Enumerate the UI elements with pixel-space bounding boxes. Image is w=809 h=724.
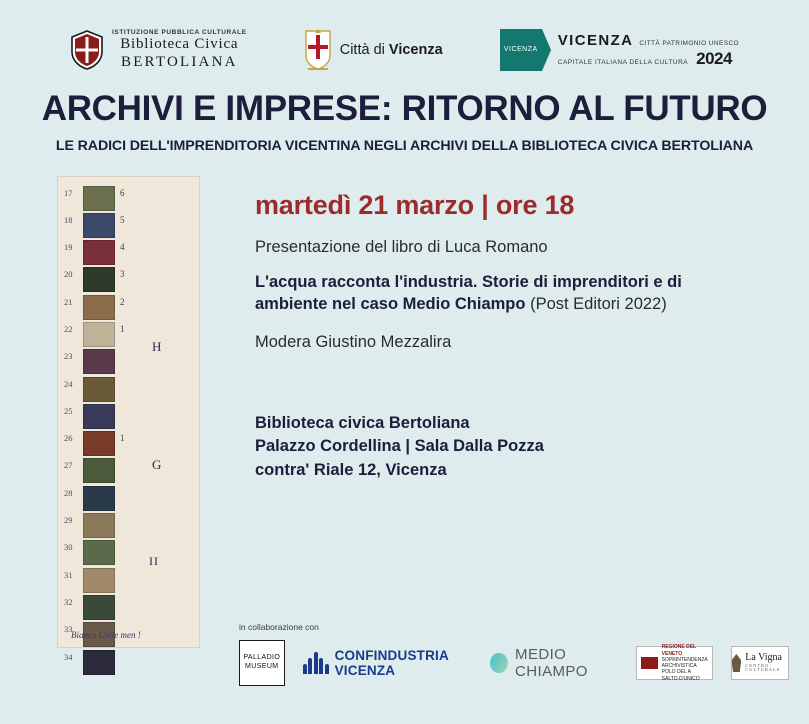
vicenza-coat-of-arms-icon xyxy=(304,29,332,71)
capitale-subtitle: CAPITALE ITALIANA DELLA CULTURA xyxy=(557,58,689,66)
partner-row xyxy=(239,640,789,686)
bertoliana-line1: ISTITUZIONE PUBBLICA CULTURALE xyxy=(112,29,247,37)
sample-right-number xyxy=(120,488,134,515)
sample-right-number: 6 xyxy=(120,187,125,198)
event-date: martedì 21 marzo | ore 18 xyxy=(255,189,575,220)
sample-swatch xyxy=(83,404,115,429)
sample-left-numbers xyxy=(64,188,80,679)
citta-bold: Vicenza xyxy=(388,42,443,58)
sample-right-number: 1 xyxy=(120,323,125,334)
sample-swatch xyxy=(83,431,115,456)
event-presentation: Presentazione del libro di Luca Romano xyxy=(255,237,548,256)
sample-left-number: 24 xyxy=(64,378,73,389)
sample-right-number: 1 xyxy=(120,433,125,444)
sample-left-number: 19 xyxy=(64,242,73,253)
fabric-sample-book-image xyxy=(57,176,217,662)
title-block xyxy=(0,82,809,154)
citta-plain: Città di xyxy=(339,42,389,58)
sample-left-number: 30 xyxy=(64,542,73,553)
page-title: ARCHIVI E IMPRESE: RITORNO AL FUTURO xyxy=(41,89,768,128)
partners-label: in collaborazione con xyxy=(239,622,319,632)
sample-swatch xyxy=(83,322,115,347)
sample-left-number: 23 xyxy=(64,351,73,362)
sample-right-numbers xyxy=(120,188,134,679)
sample-left-number: 17 xyxy=(64,187,73,198)
event-moderator: Modera Giustino Mezzalira xyxy=(255,333,452,352)
sample-left-number: 20 xyxy=(64,269,73,280)
sample-right-number xyxy=(120,597,134,624)
sample-left-number: 34 xyxy=(64,651,73,662)
event-venue xyxy=(255,412,809,482)
confindustria-label: CONFINDUSTRIA VICENZA xyxy=(334,648,449,678)
regione-veneto-label-bottom: SOPRINTENDENZA ARCHIVISTICA POLO DEL A SALTO D'UNICO xyxy=(661,656,708,682)
la-vigna-sublabel: CENTRO CULTURALE xyxy=(745,662,781,673)
partner-la-vigna xyxy=(731,646,790,680)
sample-right-number xyxy=(120,406,134,433)
logo-capitale-italiana-cultura xyxy=(500,29,739,71)
capitale-year: 2024 xyxy=(696,48,732,68)
sample-letter-i: II xyxy=(149,553,159,568)
bertoliana-crest-icon xyxy=(70,30,104,70)
sample-left-number: 25 xyxy=(64,405,73,416)
sample-right-number xyxy=(120,652,134,679)
sample-left-number: 27 xyxy=(64,460,73,471)
citta-di-vicenza-label xyxy=(340,42,443,58)
sample-left-number: 26 xyxy=(64,433,73,444)
sample-swatch xyxy=(83,458,115,483)
medio-chiampo-mark-icon xyxy=(490,653,508,673)
la-vigna-crest-icon xyxy=(732,654,742,672)
regione-veneto-flag-icon xyxy=(641,657,658,669)
la-vigna-label: La Vigna xyxy=(745,652,782,664)
venue-line-3: contra' Riale 12, Vicenza xyxy=(255,460,447,479)
sample-right-number xyxy=(120,570,134,597)
sample-swatch xyxy=(83,349,115,374)
partner-palladio-museum xyxy=(239,640,285,686)
sample-swatches xyxy=(83,186,117,677)
sample-caption: Bianco Colle men ! xyxy=(71,629,141,640)
sample-right-number: 5 xyxy=(120,214,125,225)
sample-swatch xyxy=(83,213,115,238)
page-subtitle: LE RADICI DELL'IMPRENDITORIA VICENTINA NEGLI ARCHIVI DELLA BIBLIOTECA CIVICA BERTOLIANA xyxy=(55,137,754,154)
book-publisher: (Post Editori 2022) xyxy=(530,294,667,313)
sample-swatch xyxy=(83,568,115,593)
sample-swatch xyxy=(83,513,115,538)
sample-swatch xyxy=(83,267,115,292)
sample-right-number xyxy=(120,351,134,378)
sample-left-number: 28 xyxy=(64,487,73,498)
sample-right-number xyxy=(120,379,134,406)
sample-left-number: 29 xyxy=(64,515,73,526)
partner-medio-chiampo xyxy=(490,646,617,680)
sample-swatch xyxy=(83,486,115,511)
venue-line-1: Biblioteca civica Bertoliana xyxy=(255,414,470,433)
sample-right-number xyxy=(120,515,134,542)
capitale-mark-text: VICENZA xyxy=(503,46,538,54)
sample-swatch xyxy=(83,186,115,211)
sample-left-number: 18 xyxy=(64,214,73,225)
sample-swatch xyxy=(83,595,115,620)
capitale-mark-icon xyxy=(500,29,542,71)
sample-left-number: 22 xyxy=(64,323,73,334)
palladio-museum-label: PALLADIO MUSEUM xyxy=(243,654,281,670)
event-book-title xyxy=(255,271,725,316)
logo-bar xyxy=(0,0,809,82)
capitale-title-small: CITTÀ PATRIMONIO UNESCO xyxy=(639,39,739,47)
sample-swatch xyxy=(83,540,115,565)
sample-right-number: 3 xyxy=(120,269,125,280)
sample-swatch xyxy=(83,650,115,675)
sample-letter-g: G xyxy=(152,456,162,472)
logo-biblioteca-civica-bertoliana xyxy=(70,29,247,71)
sample-left-number: 33 xyxy=(64,624,73,635)
sample-swatch xyxy=(83,295,115,320)
partners-section xyxy=(239,622,789,686)
venue-line-2: Palazzo Cordellina | Sala Dalla Pozza xyxy=(255,437,544,456)
partner-confindustria-vicenza xyxy=(303,648,473,678)
sample-right-number: 2 xyxy=(120,296,125,307)
sample-left-number: 31 xyxy=(64,569,73,580)
capitale-title: VICENZA xyxy=(557,31,634,49)
confindustria-mark-icon xyxy=(303,652,329,674)
sample-right-number xyxy=(120,542,134,569)
bertoliana-line2: Biblioteca Civica xyxy=(120,36,239,53)
event-details xyxy=(255,176,809,648)
sample-right-number: 4 xyxy=(120,242,125,253)
sample-left-number: 21 xyxy=(64,296,73,307)
book-title-text: L'acqua racconta l'industria. Storie di imprenditori e di ambiente nel caso Medio Chiampo xyxy=(255,272,682,313)
sample-swatch xyxy=(83,377,115,402)
partner-regione-del-veneto xyxy=(636,646,713,680)
sample-swatch xyxy=(83,240,115,265)
sample-left-number: 32 xyxy=(64,596,73,607)
sample-letter-h: H xyxy=(152,338,162,354)
logo-citta-di-vicenza xyxy=(304,29,443,71)
medio-chiampo-label: MEDIO CHIAMPO xyxy=(515,646,588,680)
sample-right-number xyxy=(120,460,134,487)
regione-veneto-label-top: REGIONE DEL VENETO xyxy=(661,644,697,657)
bertoliana-line3: BERTOLIANA xyxy=(120,53,238,70)
